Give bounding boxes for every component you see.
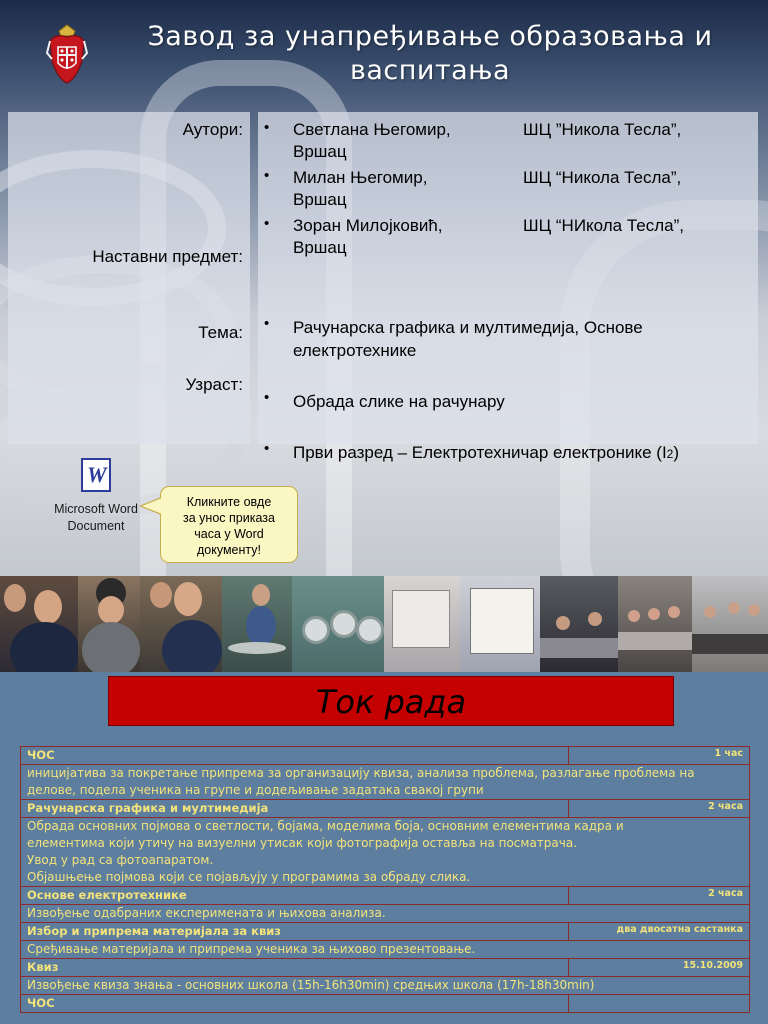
age-label: Узраст: [185, 375, 243, 394]
schedule-description-line: Извођење квиза знања - основних школа (15h-16h30min) средњих школа (17h-18h30min) [27, 978, 595, 992]
author-city: Вршац [293, 238, 347, 257]
schedule-description-line: Обрада основних појмова о светлости, бојама, моделима боја, основним елементима кадра и [27, 819, 624, 833]
schedule-row-description [21, 818, 750, 887]
schedule-duration: 15.10.2009 [569, 959, 750, 977]
word-document-caption: Microsoft Word Document [54, 502, 138, 533]
schedule-description-line: Извођење одабраних експеримената и њихова анализа. [27, 906, 386, 920]
schedule-row-description [21, 941, 750, 959]
schedule-row-header [21, 959, 750, 977]
author-school: ШЦ “Никола Тесла”, [523, 168, 682, 187]
schedule-duration [569, 995, 750, 1013]
schedule-duration: 2 часа [569, 887, 750, 905]
author-school: ШЦ “НИкола Тесла”, [523, 216, 684, 235]
author-city: Вршац [293, 142, 347, 161]
photo-students-2 [78, 576, 140, 672]
photo-presentation [460, 576, 540, 672]
tok-rada-title: Ток рада [315, 683, 467, 721]
schedule-activity-name: Основе електротехнике [21, 887, 569, 905]
subject-label: Наставни предмет: [92, 247, 243, 266]
schedule-activity-name: Квиз [21, 959, 569, 977]
schedule-duration: два двосатна састанка [569, 923, 750, 941]
schedule-row-header [21, 800, 750, 818]
schedule-row-header [21, 923, 750, 941]
schedule-row-header [21, 887, 750, 905]
schedule-description-line: иницијатива за покретање припрема за организацију квиза, анализа проблема, разлагање проблема на [27, 766, 695, 780]
photo-classroom-board [384, 576, 460, 672]
word-callout: Кликните овде за унос приказа часа у Word документу! [160, 486, 298, 563]
schedule-row-description [21, 765, 750, 800]
schedule-row-header [21, 747, 750, 765]
schedule-duration: 1 час [569, 747, 750, 765]
schedule-activity-name: Рачунарска графика и мултимедија [21, 800, 569, 818]
author-school: ШЦ ”Никола Тесла”, [523, 120, 682, 139]
authors-label: Аутори: [182, 120, 243, 139]
photo-students-3 [140, 576, 222, 672]
page-title [110, 20, 750, 88]
author-name: Зоран Милојковић, [293, 216, 443, 235]
schedule-description-line: Објашњење појмова који се појављују у програмима за обраду слика. [27, 870, 471, 884]
schedule-row-description [21, 977, 750, 995]
title-line-1: Завод за унапређивање образовања и [147, 21, 713, 52]
word-document-icon[interactable]: W [81, 458, 111, 492]
photo-strip [0, 576, 768, 672]
author-name: Светлана Његомир, [293, 120, 451, 139]
schedule-activity-name: ЧОС [21, 747, 569, 765]
schedule-row-description [21, 905, 750, 923]
schedule-description-line: Сређивање материјала и припрема ученика за њихово презентовање. [27, 942, 476, 956]
tok-rada-title-bar [108, 676, 674, 726]
schedule-activity-name: ЧОС [21, 995, 569, 1013]
schedule-table [20, 746, 750, 1013]
schedule-activity-name: Избор и припрема материјала за квиз [21, 923, 569, 941]
author-name: Милан Његомир, [293, 168, 428, 187]
schedule-description-line: делове, подела ученика на групе и додељивање задатака свакој групи [27, 783, 484, 797]
photo-experiment-2 [292, 576, 384, 672]
photo-classroom-2 [618, 576, 692, 672]
coat-of-arms-icon [46, 23, 88, 85]
photo-experiment-1 [222, 576, 292, 672]
title-line-2: васпитања [349, 55, 511, 86]
schedule-row-header [21, 995, 750, 1013]
author-city: Вршац [293, 190, 347, 209]
word-document-object[interactable] [48, 458, 144, 535]
photo-classroom-1 [540, 576, 618, 672]
photo-classroom-3 [692, 576, 768, 672]
schedule-description-line: Увод у рад са фотоапаратом. [27, 853, 214, 867]
photo-students-1 [0, 576, 78, 672]
schedule-description-line: елементима који утичу на визуелни утисак који фотографија оставља на посматрача. [27, 836, 578, 850]
topic-label: Тема: [198, 323, 243, 342]
schedule-duration: 2 часа [569, 800, 750, 818]
